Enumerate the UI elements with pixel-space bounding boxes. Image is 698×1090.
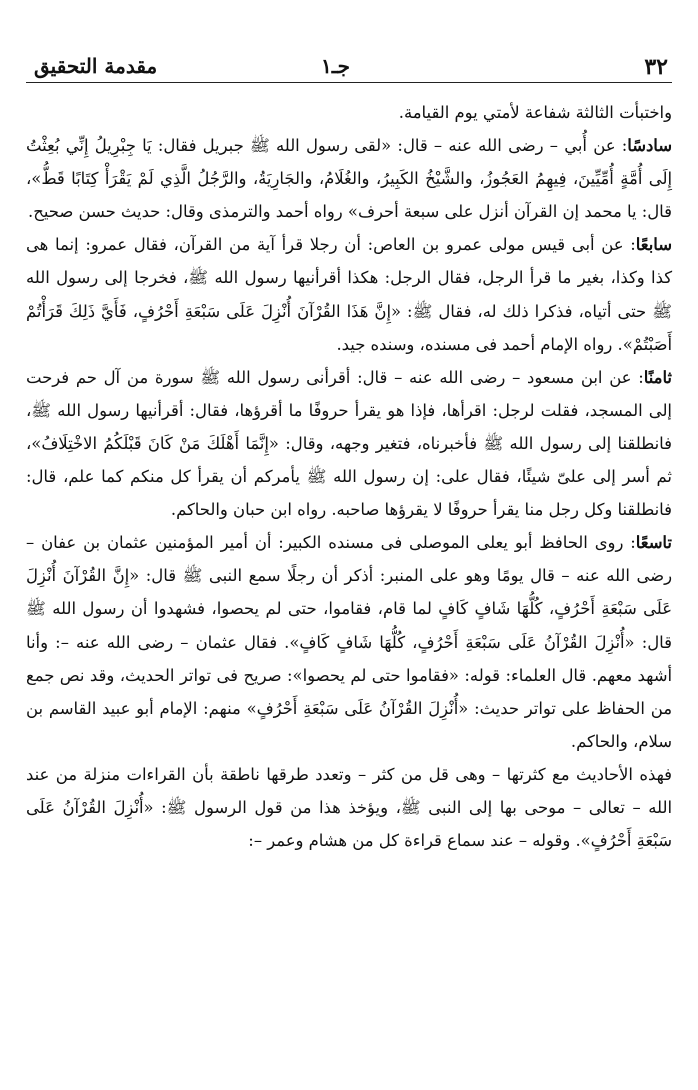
paragraph-4-text: : عن ابن مسعود – رضى الله عنه – قال: أقرأنى رسول الله ﷺ سورة من آل حم فرحت إلى المسجد، فقلت لرجل: اقرأها، فإذا هو يقرأ حروفًا ما أقرؤها، فقال: أقرأنيها رسول الله ﷺ، فانطلقنا إلى رسول الله ﷺ فأخبرناه، فتغير وجهه، وقال: «إِنَّمَا أَهْلَكَ مَنْ كَانَ قَبْلَكُمُ الاخْتِلَافُ»، ثم أسر إلى علىّ شيئًا، فقال على: إن رسول الله ﷺ يأمركم أن يقرأ كل منكم كما علم، قال: فانطلقنا وكل رجل منا يقرأ حروفًا لا يقرؤها صاحبه. رواه ابن حبان والحاكم. [26,367,672,520]
paragraph-3 [26,228,672,360]
paragraph-1 [26,96,672,129]
page-number: ٣٢ [644,54,668,80]
body-text [26,96,672,857]
paragraph-1-text: واختبأت الثالثة شفاعة لأمتي يوم القيامة. [398,103,672,122]
paragraph-4-label: ثامنًا [643,367,672,387]
paragraph-6-text: فهذه الأحاديث مع كثرتها – وهى قل من كثر – وتعدد طرقها ناطقة بأن القراءات منزلة من عند الله – تعالى – موحى بها إلى النبى ﷺ، ويؤخذ هذا من قول الرسول ﷺ: «أُنْزِلَ القُرْآنُ عَلَى سَبْعَةِ أَحْرُفٍ». وقوله – عند سماع قراءة كل من هشام وعمر –: [26,764,672,851]
paragraph-2 [26,129,672,228]
paragraph-3-text: : عن أبى قيس مولى عمرو بن العاص: أن رجلا قرأ آية من القرآن، فقال عمرو: إنما هى كذا وكذا، بغير ما قرأ الرجل، فقال الرجل: هكذا أقرأنيها رسول الله ﷺ، فخرجا إلى رسول الله ﷺ حتى أتياه، فذكرا ذلك له، فقال ﷺ: «إِنَّ هَذَا القُرْآنَ أُنْزِلَ عَلَى سَبْعَةِ أَحْرُفٍ، فَأَيَّ ذَلِكَ قَرَأْتُمْ أَصَبْتُمْ». رواه الإمام أحمد فى مسنده، وسنده جيد. [26,235,672,354]
paragraph-2-label: سادسًا [627,136,672,156]
paragraph-6 [26,758,672,857]
volume-label: جـ١ [321,54,350,78]
section-title: مقدمة التحقيق [34,54,158,78]
document-page [26,0,672,1090]
paragraph-5-text: : روى الحافظ أبو يعلى الموصلى فى مسنده الكبير: أن أمير المؤمنين عثمان بن عفان – رضى الله عنه – قال يومًا وهو على المنبر: أذكر أن رجلًا سمع النبى ﷺ قال: «إِنَّ القُرْآنَ أُنْزِلَ عَلَى سَبْعَةِ أَحْرُفٍ، كُلُّهَا شَافٍ كَافٍ لما قام، فقاموا، حتى لم يحصوا، فشهدوا أن رسول الله ﷺ قال: «أُنْزِلَ القُرْآنُ عَلَى سَبْعَةِ أَحْرُفٍ، كُلُّهَا شَافٍ كَافٍ». فقال عثمان – رضى الله عنه –: وأنا أشهد معهم. قال العلماء: قوله: «فقاموا حتى لم يحصوا»: صريح فى تواتر الحديث، وقد نص جمع من الحفاظ على تواتر حديث: «أُنْزِلَ القُرْآنُ عَلَى سَبْعَةِ أَحْرُفٍ» منهم: الإمام أبو عبيد القاسم بن سلام، والحاكم. [26,533,672,751]
running-head [26,48,672,83]
paragraph-5 [26,526,672,758]
paragraph-5-label: تاسعًا [635,533,672,553]
paragraph-4 [26,361,672,526]
paragraph-2-text: : عن أُبي – رضى الله عنه – قال: «لقى رسول الله ﷺ جبريل فقال: يَا جِبْرِيلُ إِنِّي بُعِثْتُ إِلَى أُمَّةٍ أُمِّيِّينَ، فِيهِمُ العَجُوزُ، والشَّيْخُ الكَبِيرُ، والغُلَامُ، والجَارِيَةُ، والرَّجُلُ الَّذِي لَمْ يَقْرَأْ كِتَابًا قَطُّ»، قال: يا محمد إن القرآن أنزل على سبعة أحرف» رواه أحمد والترمذى وقال: حديث حسن صحيح. [26,136,672,222]
paragraph-3-label: سابعًا [635,235,672,255]
